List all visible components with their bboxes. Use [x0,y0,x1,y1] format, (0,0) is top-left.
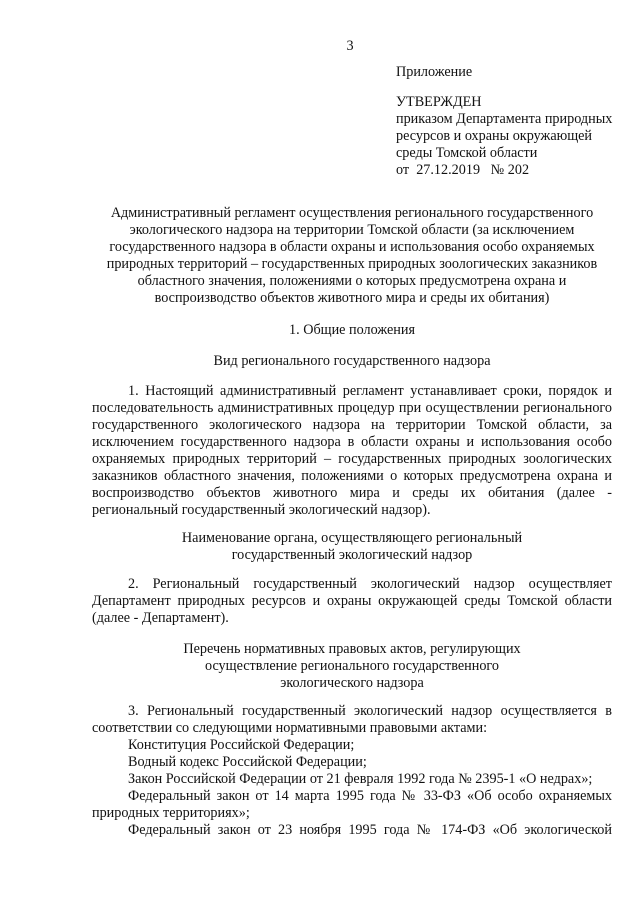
paragraph-line: государственного экологического надзора на территории Томской области, за [92,417,612,433]
title-line: природных территорий – государственных природных зоологических заказников [106,256,598,272]
approval-block [396,94,636,179]
paragraph-1 [92,383,612,519]
paragraph-line: 3. Региональный государственный экологический надзор осуществляется в [128,703,612,719]
approval-line: ресурсов и охраны окружающей [396,128,593,144]
list-item: Закон Российской Федерации от 21 февраля 1992 года № 2395-1 «О недрах»; [128,771,593,787]
approval-heading: УТВЕРЖДЕН [396,94,482,110]
approval-line: от 27.12.2019 № 202 [396,162,530,178]
list-item: Федеральный закон от 14 марта 1995 года № 33-ФЗ «Об особо охраняемых [128,788,612,804]
section-subheading: Вид регионального государственного надзора [213,353,491,369]
heading-line: осуществление регионального государственного [205,658,499,674]
title-line: воспроизводство объектов животного мира и среды их обитания) [154,290,550,306]
act-item-5 [92,822,612,839]
paragraph-line: воспроизводство объектов животного мира и среды их обитания (далее - [92,485,612,501]
heading-line: Перечень нормативных правовых актов, регулирующих [183,641,521,657]
paragraph-line: последовательность административных процедур при осуществлении регионального [92,400,612,416]
paragraph-line: Департамент природных ресурсов и охраны окружающей среды Томской области [92,593,612,609]
approval-line: приказом Департамента природных [396,111,613,127]
paragraph-line: исключением государственного надзора в области охраны и использования особо [92,434,612,450]
acts-heading [92,641,612,692]
act-item-4 [92,788,612,822]
paragraph-line: соответствии со следующими нормативными правовыми актами: [92,720,488,736]
title-line: Административный регламент осуществления регионального государственного [110,205,594,221]
paragraph-line: (далее - Департамент). [92,610,229,626]
paragraph-line: заказников областного значения, положениями о которых предусмотрена охрана и [92,468,612,484]
paragraph-line: 1. Настоящий административный регламент устанавливает сроки, порядок и [128,383,612,399]
title-line: государственного надзора в области охраны и использования особо охраняемых [109,239,595,255]
heading-line: государственный экологический надзор [231,547,473,563]
acts-list [92,737,612,788]
paragraph-3 [92,703,612,737]
document-title [92,205,612,307]
list-item: Федеральный закон от 23 ноября 1995 года № 174-ФЗ «Об экологической [128,822,612,838]
paragraph-line: региональный государственный экологический надзор). [92,502,431,518]
list-item: Конституция Российской Федерации; [128,737,355,753]
list-item: Водный кодекс Российской Федерации; [128,754,367,770]
organ-heading [92,530,612,564]
paragraph-2 [92,576,612,627]
heading-line: Наименование органа, осуществляющего региональный [181,530,523,546]
heading-line: экологического надзора [280,675,424,691]
title-line: областного значения, положениями о которых предусмотрена охрана и [137,273,567,289]
approval-line: среды Томской области [396,145,538,161]
paragraph-line: охраняемых природных территорий – государственных природных зоологических [92,451,612,467]
paragraph-line: 2. Региональный государственный экологический надзор осуществляет [128,576,612,592]
section-heading: 1. Общие положения [289,322,415,338]
list-item: природных территориях»; [92,805,250,821]
appendix-label: Приложение [396,64,473,80]
title-line: экологического надзора на территории Томской области (за исключением [129,222,575,238]
page-number: 3 [346,38,354,54]
